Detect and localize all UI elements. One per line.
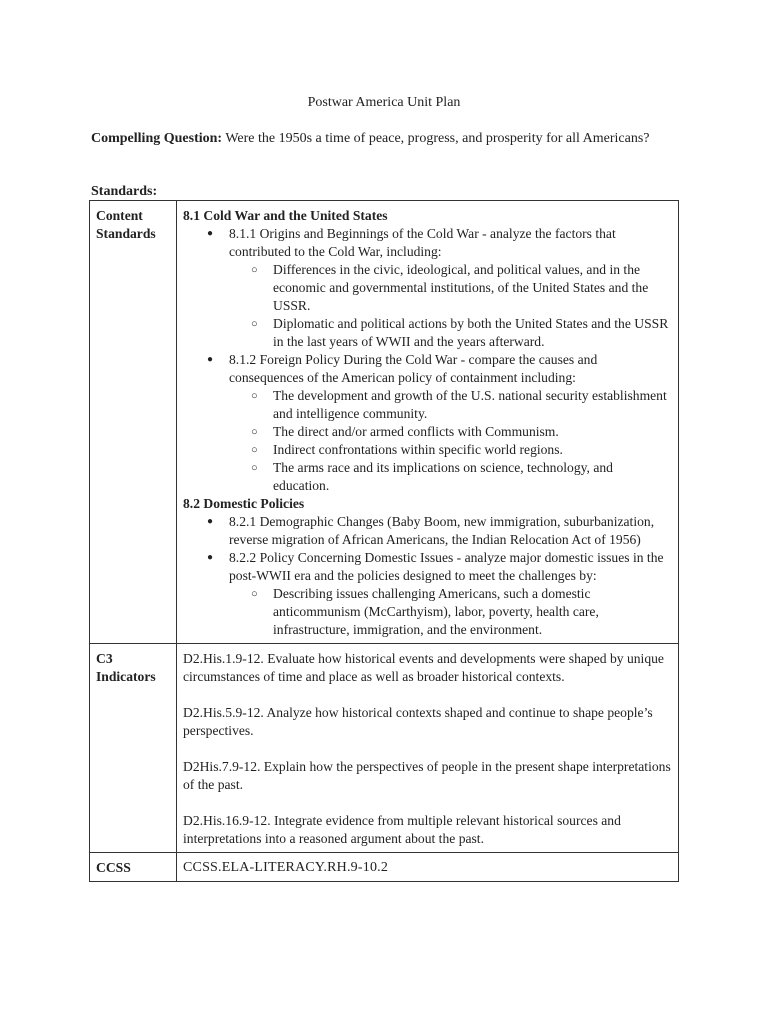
sub-list-item: ○ The direct and/or armed conflicts with Communism. xyxy=(273,423,672,441)
sub-list-item: ○ The arms race and its implications on science, technology, and education. xyxy=(273,459,672,495)
list-item xyxy=(229,225,672,351)
row-label-ccss: CCSS xyxy=(90,853,177,882)
sub-list-item: ○ Indirect confrontations within specific world regions. xyxy=(273,441,672,459)
table-row-c3-indicators xyxy=(90,644,679,853)
section-title-8-1: 8.1 Cold War and the United States xyxy=(183,208,388,223)
table-row-ccss xyxy=(90,853,679,882)
standards-heading: Standards: xyxy=(91,184,158,199)
list-item-text: 8.1.1 Origins and Beginnings of the Cold War - analyze the factors that contributed to the Cold War, including: xyxy=(229,226,616,259)
c3-indicators-cell xyxy=(177,644,679,853)
compelling-question-label: Compelling Question: xyxy=(91,131,223,146)
table-row-content-standards xyxy=(90,201,679,644)
bullet-list-8-1 xyxy=(183,225,672,495)
content-standards-cell xyxy=(177,201,679,644)
list-item xyxy=(229,549,672,639)
page-title: Postwar America Unit Plan xyxy=(307,95,461,110)
sub-list xyxy=(229,387,672,495)
list-item-text: 8.2.1 Demographic Changes (Baby Boom, new immigration, suburbanization, reverse migration of African Americans, the Indian Relocation Act of 1956) xyxy=(229,514,655,547)
bullet-list-8-2 xyxy=(183,513,672,639)
list-item-text: 8.1.2 Foreign Policy During the Cold War - compare the causes and consequences of the American policy of containment including: xyxy=(229,352,598,385)
list-item-text: 8.2.2 Policy Concerning Domestic Issues - analyze major domestic issues in the post-WWII era and the policies designed to meet the challenges by: xyxy=(229,550,664,583)
section-title-8-2: 8.2 Domestic Policies xyxy=(183,496,305,511)
indicator-item: D2His.7.9-12. Explain how the perspectives of people in the present shape interpretations of the past. xyxy=(183,759,671,792)
compelling-question-text: Were the 1950s a time of peace, progress, and prosperity for all Americans? xyxy=(222,131,650,146)
sub-list-item: ○ Diplomatic and political actions by both the United States and the USSR in the last years of WWII and the years afterward. xyxy=(273,315,672,351)
sub-list xyxy=(229,585,672,639)
row-label-c3-indicators: C3 Indicators xyxy=(90,644,177,853)
list-item xyxy=(229,351,672,495)
sub-list-item: ○ The development and growth of the U.S. national security establishment and intelligence community. xyxy=(273,387,672,423)
indicator-item: D2.His.1.9-12. Evaluate how historical events and developments were shaped by unique circumstances of time and place as well as broader historical contexts. xyxy=(183,651,664,684)
ccss-value: CCSS.ELA-LITERACY.RH.9-10.2 xyxy=(177,853,679,882)
indicator-item: D2.His.16.9-12. Integrate evidence from multiple relevant historical sources and interpretations into a reasoned argument about the past. xyxy=(183,813,621,846)
compelling-question xyxy=(91,130,681,148)
sub-list-item: ○ Describing issues challenging Americans, such a domestic anticommunism (McCarthyism), labor, poverty, health care, infrastructure, immigration, and the environment. xyxy=(273,585,672,639)
indicator-item: D2.His.5.9-12. Analyze how historical contexts shaped and continue to shape people’s perspectives. xyxy=(183,705,653,738)
sub-list-item: ○ Differences in the civic, ideological, and political values, and in the economic and governmental institutions, of the United States and the USSR. xyxy=(273,261,672,315)
sub-list xyxy=(229,261,672,351)
row-label-content-standards: Content Standards xyxy=(90,201,177,644)
list-item xyxy=(229,513,672,549)
standards-table xyxy=(89,200,679,882)
